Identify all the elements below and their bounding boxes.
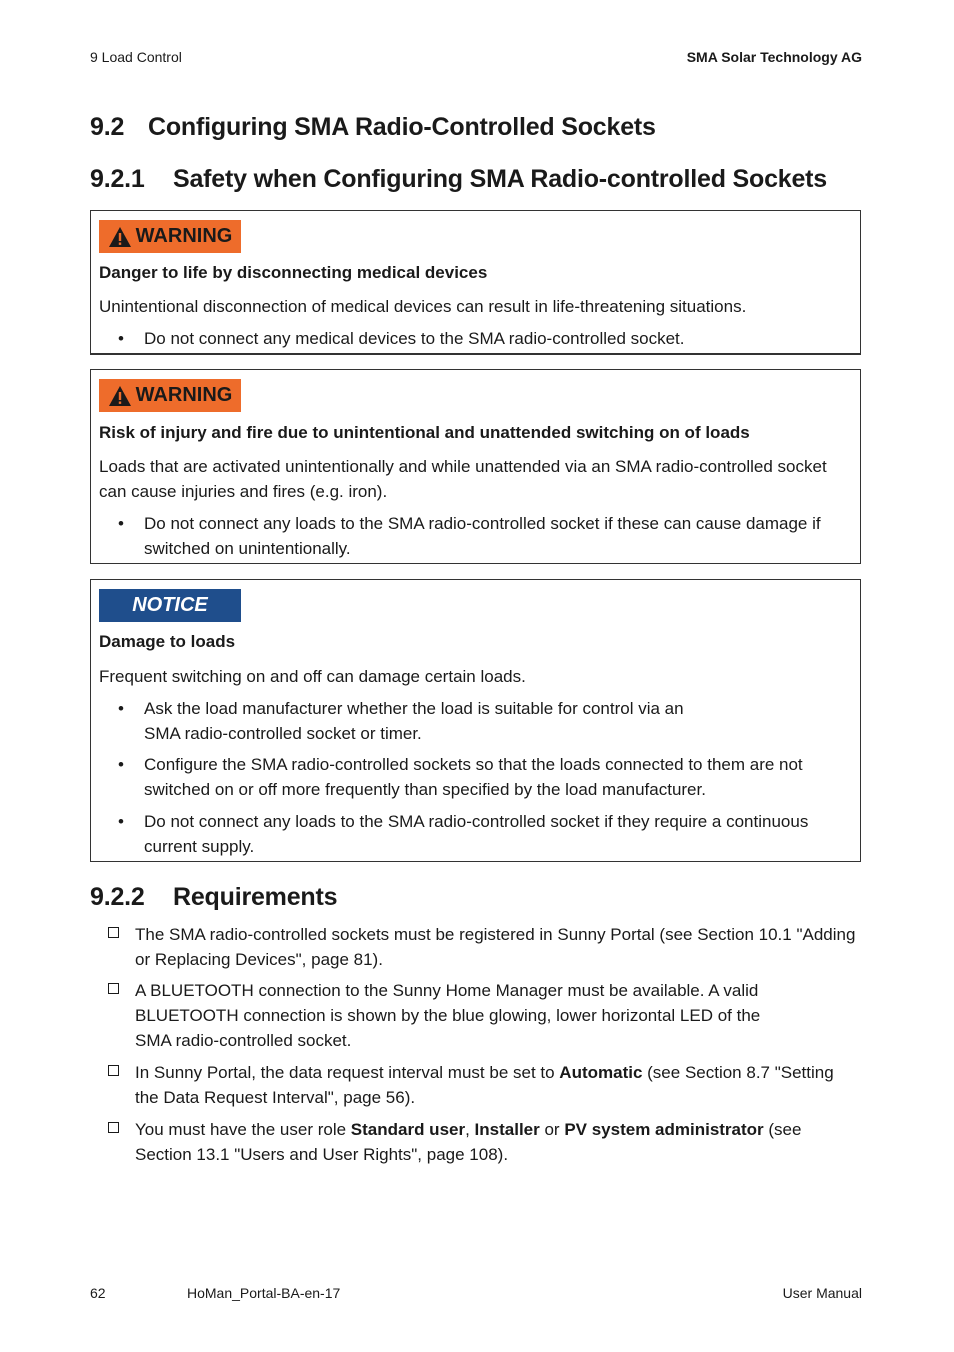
- footer-doc-id: HoMan_Portal-BA-en-17: [187, 1285, 341, 1301]
- requirement-item: A BLUETOOTH connection to the Sunny Home Manager must be available. A valid BLUETOOTH connection is shown by the blue glowing, lower horizontal LED of the SMA radio-controlled socket.: [106, 978, 784, 1053]
- warning-badge-label: WARNING: [135, 384, 233, 406]
- warning-box-medical: [90, 210, 861, 355]
- list-item: • Configure the SMA radio-controlled sockets so that the loads connected to them are not switched on or off more frequently than specified by the load manufacturer.: [118, 752, 846, 802]
- warning-text: Unintentional disconnection of medical devices can result in life-threatening situations.: [99, 297, 747, 316]
- section-title-text: Safety when Configuring SMA Radio-controlled Sockets: [173, 165, 828, 193]
- warning-title: Risk of injury and fire due to unintentional and unattended switching on of loads: [99, 423, 750, 442]
- bullet-icon: •: [118, 812, 124, 831]
- warning-triangle-icon: [108, 385, 132, 407]
- section-title-main: [90, 113, 656, 142]
- requirement-item: You must have the user role Standard user, Installer or PV system administrator (see Section 13.1 "Users and User Rights", page 108).: [106, 1117, 804, 1167]
- footer-page-number: 62: [90, 1285, 106, 1301]
- notice-badge-label: NOTICE: [132, 594, 208, 616]
- checkbox-icon: [108, 1065, 119, 1076]
- section-title-text: Requirements: [173, 883, 338, 911]
- section-title-requirements: [90, 883, 337, 912]
- section-title-text: Configuring SMA Radio-Controlled Sockets: [148, 113, 656, 141]
- header-chapter: 9 Load Control: [90, 49, 182, 65]
- warning-badge-label: WARNING: [135, 225, 233, 247]
- section-number: 9.2: [90, 113, 125, 141]
- bullet-icon: •: [118, 514, 124, 533]
- checkbox-icon: [108, 927, 119, 938]
- warning-triangle-icon: [108, 226, 132, 248]
- section-number: 9.2.1: [90, 165, 145, 193]
- list-item: • Ask the load manufacturer whether the load is suitable for control via an SMA radio-controlled socket or timer.: [118, 696, 710, 746]
- warning-badge: [99, 379, 241, 412]
- bullet-icon: •: [118, 755, 124, 774]
- section-title-safety: [90, 165, 827, 194]
- notice-box: [90, 579, 861, 862]
- section-number: 9.2.2: [90, 883, 145, 911]
- warning-text: Loads that are activated unintentionally and while unattended via an SMA radio-controlled socket can cause injuries and fires (e.g. iron).: [99, 457, 827, 501]
- requirement-item: In Sunny Portal, the data request interval must be set to Automatic (see Section 8.7 "Setting the Data Request Interval", page 56).: [106, 1060, 862, 1110]
- requirement-item: The SMA radio-controlled sockets must be registered in Sunny Portal (see Section 10.1 "Adding or Replacing Devices", page 81).: [106, 922, 862, 972]
- checkbox-icon: [108, 983, 119, 994]
- list-item: • Do not connect any loads to the SMA radio-controlled socket if these can cause damage if switched on unintentionally.: [118, 511, 846, 561]
- notice-text: Frequent switching on and off can damage certain loads.: [99, 667, 526, 686]
- notice-badge: [99, 589, 241, 622]
- list-item: • Do not connect any loads to the SMA radio-controlled socket if they require a continuous current supply.: [118, 809, 846, 859]
- notice-title: Damage to loads: [99, 632, 236, 651]
- warning-box-fire: [90, 369, 861, 564]
- header-company: SMA Solar Technology AG: [686, 49, 862, 65]
- bullet-icon: •: [118, 329, 124, 348]
- checkbox-icon: [108, 1122, 119, 1133]
- footer-doc-type: User Manual: [782, 1285, 862, 1301]
- bullet-icon: •: [118, 699, 124, 718]
- warning-badge: [99, 220, 241, 253]
- warning-title: Danger to life by disconnecting medical devices: [99, 263, 488, 282]
- list-item: • Do not connect any medical devices to the SMA radio-controlled socket.: [118, 326, 846, 351]
